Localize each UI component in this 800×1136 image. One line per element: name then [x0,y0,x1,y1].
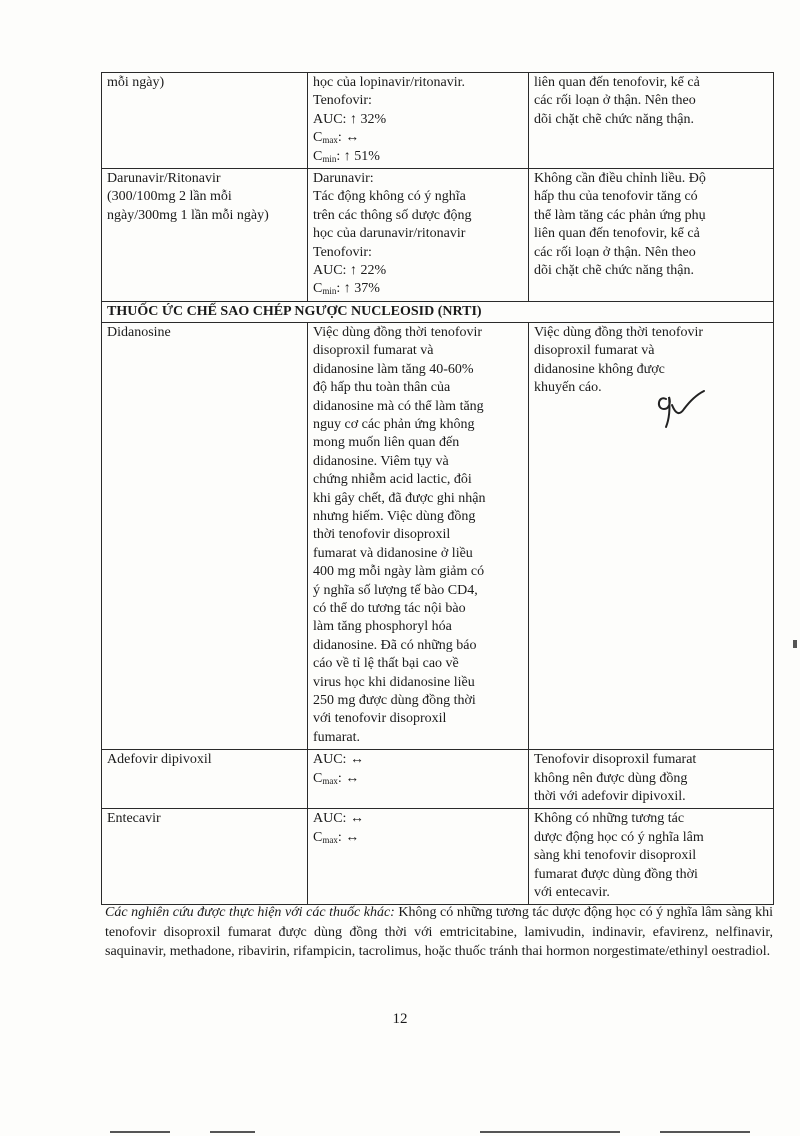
effect-line: AUC: ↑ 32% [313,111,387,127]
other-studies-lead: Các nghiên cứu được thực hiện với các thuốc khác: [105,905,395,920]
table-row [102,169,774,302]
drug-cell [102,322,308,749]
scan-edge-mark [110,1131,170,1133]
recommendation-line: disoproxil fumarat và [534,343,655,359]
auc-line: AUC: ↔ [313,811,364,827]
drug-line: Adefovir dipivoxil [107,752,212,768]
effect-line: cáo về tỉ lệ thất bại cao về [313,656,459,672]
effect-cell [308,73,529,169]
drug-line: (300/100mg 2 lần mỗi [107,189,232,205]
effect-line: khi gây chết, đã được ghi nhận [313,490,486,506]
recommendation-line: Tenofovir disoproxil fumarat [534,752,697,768]
recommendation-cell [529,322,774,749]
cmin-sub: min [322,153,337,164]
effect-line: disoproxil fumarat và [313,343,434,359]
recommendation-cell [529,750,774,809]
cmax-label: C [313,130,323,146]
drug-cell [102,73,308,169]
recommendation-line: các rối loạn ở thận. Nên theo [534,244,696,260]
cmin-value: : ↑ 37% [336,281,380,297]
effect-line: 400 mg mỗi ngày làm giảm có [313,564,485,580]
cmax-line [313,829,523,847]
effect-line: fumarat và didanosine ở liều [313,545,473,561]
cmax-value: : ↔ [337,770,360,786]
recommendation-line: dõi chặt chẽ chức năng thận. [534,111,694,127]
cmax-value: : ↔ [337,130,360,146]
scan-edge-mark [660,1131,750,1133]
drug-interaction-table [101,72,774,905]
effect-line: Tenofovir: [313,244,372,260]
recommendation-line: hấp thu của tenofovir tăng có [534,189,698,205]
effect-line: virus học khi didanosine liều [313,674,475,690]
section-header-row [102,301,774,322]
recommendation-line: không nên được dùng đồng [534,770,688,786]
cmin-label: C [313,281,323,297]
page-number: 12 [392,1011,408,1027]
table-row [102,73,774,169]
scan-edge-mark [480,1131,620,1133]
effect-line: Tác động không có ý nghĩa [313,189,466,205]
cmax-sub: max [322,775,338,786]
effect-line: học của lopinavir/ritonavir. [313,75,466,90]
effect-line: làm tăng phosphoryl hóa [313,619,452,635]
cmax-line [313,770,523,788]
effect-line: didanosine. Viêm tụy và [313,453,449,469]
effect-line: học của darunavir/ritonavir [313,226,466,242]
effect-line: fumarat. [313,729,361,745]
effect-line: thời tenofovir disoproxil [313,527,451,543]
effect-line: chứng nhiễm acid lactic, đôi [313,472,472,488]
recommendation-line: Không cần điều chỉnh liều. Độ [534,171,706,187]
section-title: THUỐC ỨC CHẾ SAO CHÉP NGƯỢC NUCLEOSID (NRTI) [102,301,774,322]
table-row [102,750,774,809]
effect-line: didanosine làm tăng 40-60% [313,361,474,377]
recommendation-cell [529,809,774,905]
effect-line: độ hấp thu toàn thân của [313,380,451,396]
other-studies-paragraph [105,903,773,962]
effect-line: didanosine. Đã có những báo [313,637,477,653]
effect-line: Việc dùng đồng thời tenofovir [313,324,483,340]
effect-line: Darunavir: [313,171,374,187]
recommendation-cell [529,169,774,302]
drug-line: mỗi ngày) [107,75,165,90]
cmax-label: C [313,829,323,845]
recommendation-cell [529,73,774,169]
effect-line: AUC: ↑ 22% [313,263,387,279]
recommendation-line: các rối loạn ở thận. Nên theo [534,93,696,109]
drug-cell [102,750,308,809]
effect-line: ý nghĩa số lượng tế bào CD4, [313,582,478,598]
effect-line: với tenofovir disoproxil [313,711,447,727]
recommendation-line: khuyến cáo. [534,380,602,396]
effect-line: didanosine mà có thể làm tăng [313,398,484,414]
recommendation-line: liên quan đến tenofovir, kể cả [534,75,700,90]
recommendation-line: với entecavir. [534,885,610,901]
cmin-value: : ↑ 51% [336,148,380,164]
recommendation-line: didanosine không được [534,361,665,377]
recommendation-line: sàng khi tenofovir disoproxil [534,848,697,864]
drug-line: Entecavir [107,811,161,827]
auc-line: AUC: ↔ [313,752,364,768]
other-studies-text: Không có những tương tác dược động học có ý nghĩa lâm sàng khi tenofovir disoproxil fumarat được dùng đồng thời với emtricitabine, lamivudin, indinavir, efavirenz, nelfinavir, saquinavir, methadone, ribavirin, rifampicin, tacrolimus, hoặc thuốc tránh thai hormon norgestimate/ethinyl oestradiol. [105,905,773,959]
scan-speck [793,640,797,648]
drug-line: Darunavir/Ritonavir [107,171,221,187]
effect-cell [308,322,529,749]
cmax-sub: max [322,834,338,845]
drug-cell [102,809,308,905]
cmax-value: : ↔ [337,829,360,845]
effect-cell [308,750,529,809]
effect-line: Tenofovir: [313,93,372,109]
cmax-line [313,129,523,147]
recommendation-line: dõi chặt chẽ chức năng thận. [534,263,694,279]
cmin-sub: min [322,286,337,297]
effect-line: nguy cơ các phản ứng không [313,416,475,432]
drug-line: ngày/300mg 1 lần mỗi ngày) [107,207,269,223]
recommendation-line: Không có những tương tác [534,811,685,827]
cmax-label: C [313,770,323,786]
effect-line: trên các thông số dược động [313,207,472,223]
effect-cell [308,809,529,905]
cmax-sub: max [322,135,338,146]
table-row [102,809,774,905]
effect-line: nhưng hiếm. Việc dùng đồng [313,508,476,524]
recommendation-line: Việc dùng đồng thời tenofovir [534,324,704,340]
cmin-line [313,148,523,166]
drug-line: Didanosine [107,324,171,340]
recommendation-line: thời với adefovir dipivoxil. [534,789,686,805]
recommendation-line: thể làm tăng các phản ứng phụ [534,207,706,223]
effect-line: 250 mg được dùng đồng thời [313,693,476,708]
effect-line: mong muốn liên quan đến [313,435,460,451]
scan-edge-mark [210,1131,255,1133]
effect-cell [308,169,529,302]
recommendation-line: fumarat được dùng đồng thời [534,866,698,882]
cmin-line [313,280,523,298]
recommendation-line: dược động học có ý nghĩa lâm [534,829,704,845]
drug-cell [102,169,308,302]
recommendation-line: liên quan đến tenofovir, kể cả [534,226,700,242]
handwritten-initials-mark [652,385,712,435]
effect-line: có thể do tương tác nội bào [313,600,466,616]
cmin-label: C [313,148,323,164]
